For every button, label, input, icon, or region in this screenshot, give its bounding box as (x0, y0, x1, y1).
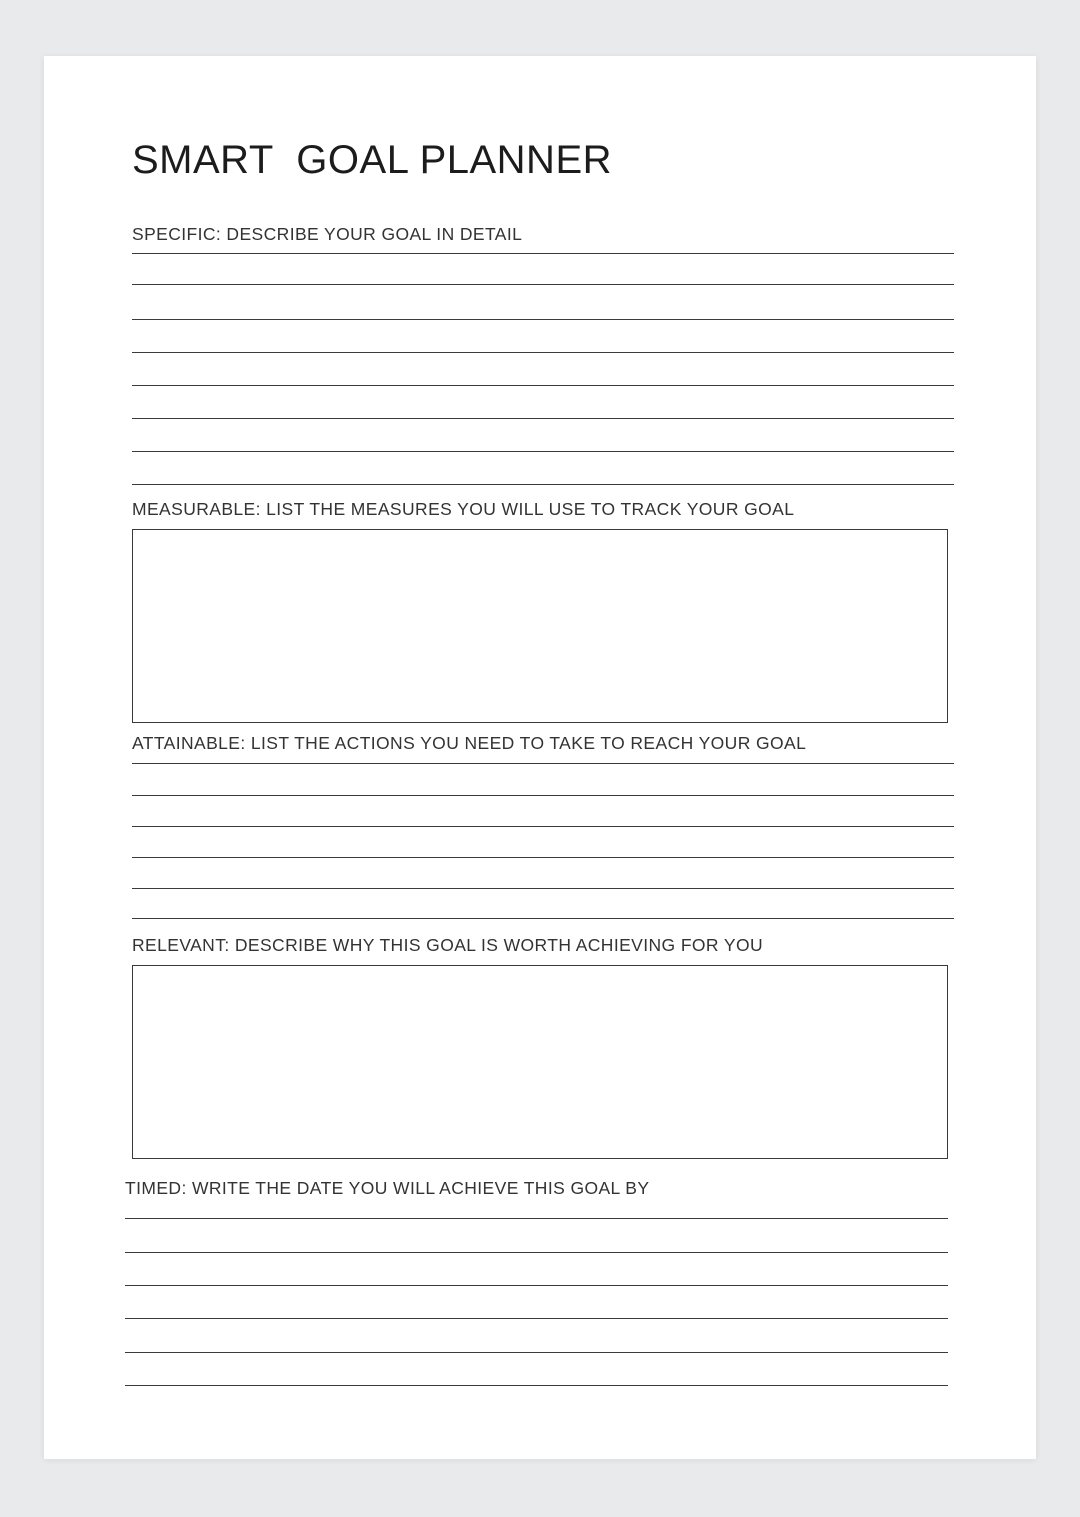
writing-line (132, 418, 954, 419)
measurable-writing-box[interactable] (132, 529, 948, 723)
planner-sheet (44, 56, 1036, 1459)
writing-line (132, 253, 954, 254)
writing-line (132, 857, 954, 858)
writing-line (132, 284, 954, 285)
attainable-label: ATTAINABLE: LIST THE ACTIONS YOU NEED TO TAKE TO REACH YOUR GOAL (132, 733, 807, 753)
writing-line (125, 1252, 948, 1253)
writing-line (132, 484, 954, 485)
page-title: SMART GOAL PLANNER (132, 138, 613, 182)
writing-line (132, 888, 954, 889)
writing-line (132, 763, 954, 764)
writing-line (125, 1218, 948, 1219)
writing-line (132, 352, 954, 353)
specific-label: SPECIFIC: DESCRIBE YOUR GOAL IN DETAIL (132, 224, 523, 244)
relevant-writing-box[interactable] (132, 965, 948, 1159)
writing-line (132, 795, 954, 796)
writing-line (125, 1285, 948, 1286)
writing-line (132, 385, 954, 386)
writing-line (125, 1352, 948, 1353)
timed-label: TIMED: WRITE THE DATE YOU WILL ACHIEVE THIS GOAL BY (125, 1178, 650, 1198)
writing-line (132, 451, 954, 452)
writing-line (132, 319, 954, 320)
writing-line (125, 1385, 948, 1386)
writing-line (132, 826, 954, 827)
writing-line (125, 1318, 948, 1319)
writing-line (132, 918, 954, 919)
measurable-label: MEASURABLE: LIST THE MEASURES YOU WILL USE TO TRACK YOUR GOAL (132, 499, 795, 519)
relevant-label: RELEVANT: DESCRIBE WHY THIS GOAL IS WORTH ACHIEVING FOR YOU (132, 935, 764, 955)
